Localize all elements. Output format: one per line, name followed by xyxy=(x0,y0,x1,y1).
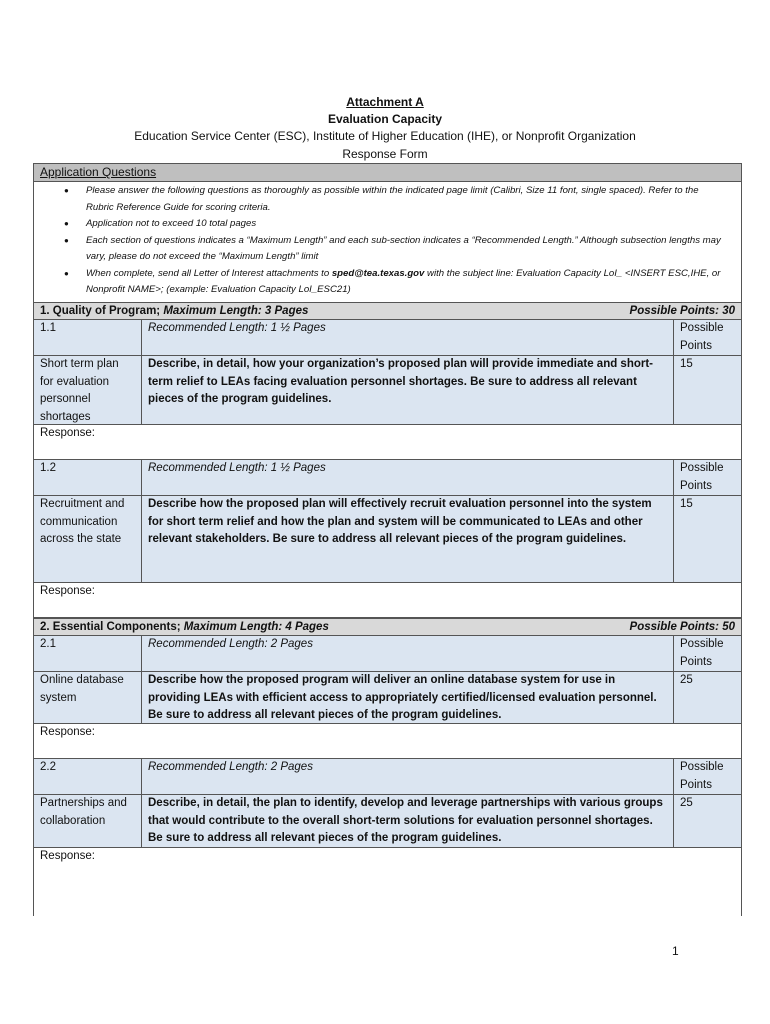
item-2-1-response-field[interactable]: Response: xyxy=(34,724,741,759)
section-2-points: Possible Points: 50 xyxy=(629,621,735,633)
section-1-header: 1. Quality of Program; Maximum Length: 3 Pages Possible Points: 30 xyxy=(34,302,741,320)
item-number: 2.1 xyxy=(34,636,142,671)
item-1-1-header-row xyxy=(34,320,741,356)
header-form-name: Response Form xyxy=(342,147,428,161)
item-2-1-header-row xyxy=(34,636,741,672)
item-points: 15 xyxy=(680,358,693,370)
possible-points-label: Possible Points xyxy=(680,462,724,492)
possible-points-label: Possible Points xyxy=(680,322,724,352)
item-number: 1.2 xyxy=(34,460,142,495)
item-points: 15 xyxy=(680,498,693,510)
item-1-1-response-field[interactable]: Response: xyxy=(34,425,741,460)
item-number: 1.1 xyxy=(34,320,142,355)
item-points: 25 xyxy=(680,674,693,686)
section-1-points: Possible Points: 30 xyxy=(629,305,735,317)
item-points: 25 xyxy=(680,797,693,809)
instruction-item: ● Please answer the following questions as thoroughly as possible within the indicated page limit (Calibri, Size 11 font, single spaced). Refer to the Rubric Reference Guide for scoring criteria. xyxy=(34,183,741,216)
recommended-length: Recommended Length: 1 ½ Pages xyxy=(142,460,674,495)
item-question: Describe, in detail, the plan to identify, develop and leverage partnerships with various groups that would contribute to the overall short-term solutions for evaluation personnel shortages. Be sure to address all relevant pieces of the program guidelines. xyxy=(142,795,674,847)
instructions-list xyxy=(34,183,741,299)
recommended-length: Recommended Length: 1 ½ Pages xyxy=(142,320,674,355)
item-2-1-question-row xyxy=(34,672,741,724)
header-attachment: Attachment A xyxy=(346,95,424,109)
item-2-2-header-row xyxy=(34,759,741,795)
item-topic: Partnerships and collaboration xyxy=(34,795,142,847)
instruction-item: ● Application not to exceed 10 total pages xyxy=(34,216,741,233)
recommended-length: Recommended Length: 2 Pages xyxy=(142,759,674,794)
item-number: 2.2 xyxy=(34,759,142,794)
submission-email: sped@tea.texas.gov xyxy=(331,267,425,279)
recommended-length: Recommended Length: 2 Pages xyxy=(142,636,674,671)
possible-points-label: Possible Points xyxy=(680,638,724,668)
application-questions-heading: Application Questions xyxy=(34,164,741,182)
instruction-item: ● Each section of questions indicates a “Maximum Length” and each sub-section indicates a “Recommended Length.” Although subsection lengths may vary, please do not exceed the “Maximum Length” limit xyxy=(34,233,741,266)
header-subtitle: Education Service Center (ESC), Institute of Higher Education (IHE), or Nonprofit Organization xyxy=(134,129,636,143)
possible-points-label: Possible Points xyxy=(680,761,724,791)
item-topic: Short term plan for evaluation personnel shortages xyxy=(34,356,142,424)
response-form-table xyxy=(33,163,742,916)
item-question: Describe how the proposed plan will effectively recruit evaluation personnel into the system for short term relief and how the plan and system will be communicated to LEAs and other relevant stakeholders. Be sure to address all relevant pieces of the program guidelines. xyxy=(142,496,674,582)
item-topic: Recruitment and communication across the state xyxy=(34,496,142,582)
section-2-header: 2. Essential Components; Maximum Length: 4 Pages Possible Points: 50 xyxy=(34,618,741,636)
item-topic: Online database system xyxy=(34,672,142,723)
item-question: Describe how the proposed program will deliver an online database system for use in providing LEAs with efficient access to appropriately certified/licensed evaluation personnel. Be sure to address all relevant pieces of the program guidelines. xyxy=(142,672,674,723)
item-question: Describe, in detail, how your organization’s proposed plan will provide immediate and short-term relief to LEAs facing evaluation personnel shortages. Be sure to address all relevant pieces of the program guidelines. xyxy=(142,356,674,424)
item-1-2-response-field[interactable]: Response: xyxy=(34,583,741,618)
header-title: Evaluation Capacity xyxy=(327,112,443,126)
item-2-2-response-field[interactable]: Response: xyxy=(34,848,741,916)
item-1-1-question-row xyxy=(34,356,741,425)
item-2-2-question-row xyxy=(34,795,741,848)
item-1-2-header-row xyxy=(34,460,741,496)
instruction-item: ● When complete, send all Letter of Interest attachments to sped@tea.texas.gov with the subject line: Evaluation Capacity LoI_ <INSERT ESC,IHE, or Nonprofit NAME>; (example: Evaluation Capacity LoI_ESC21) xyxy=(34,266,741,299)
page-number: 1 xyxy=(672,944,679,958)
item-1-2-question-row xyxy=(34,496,741,583)
